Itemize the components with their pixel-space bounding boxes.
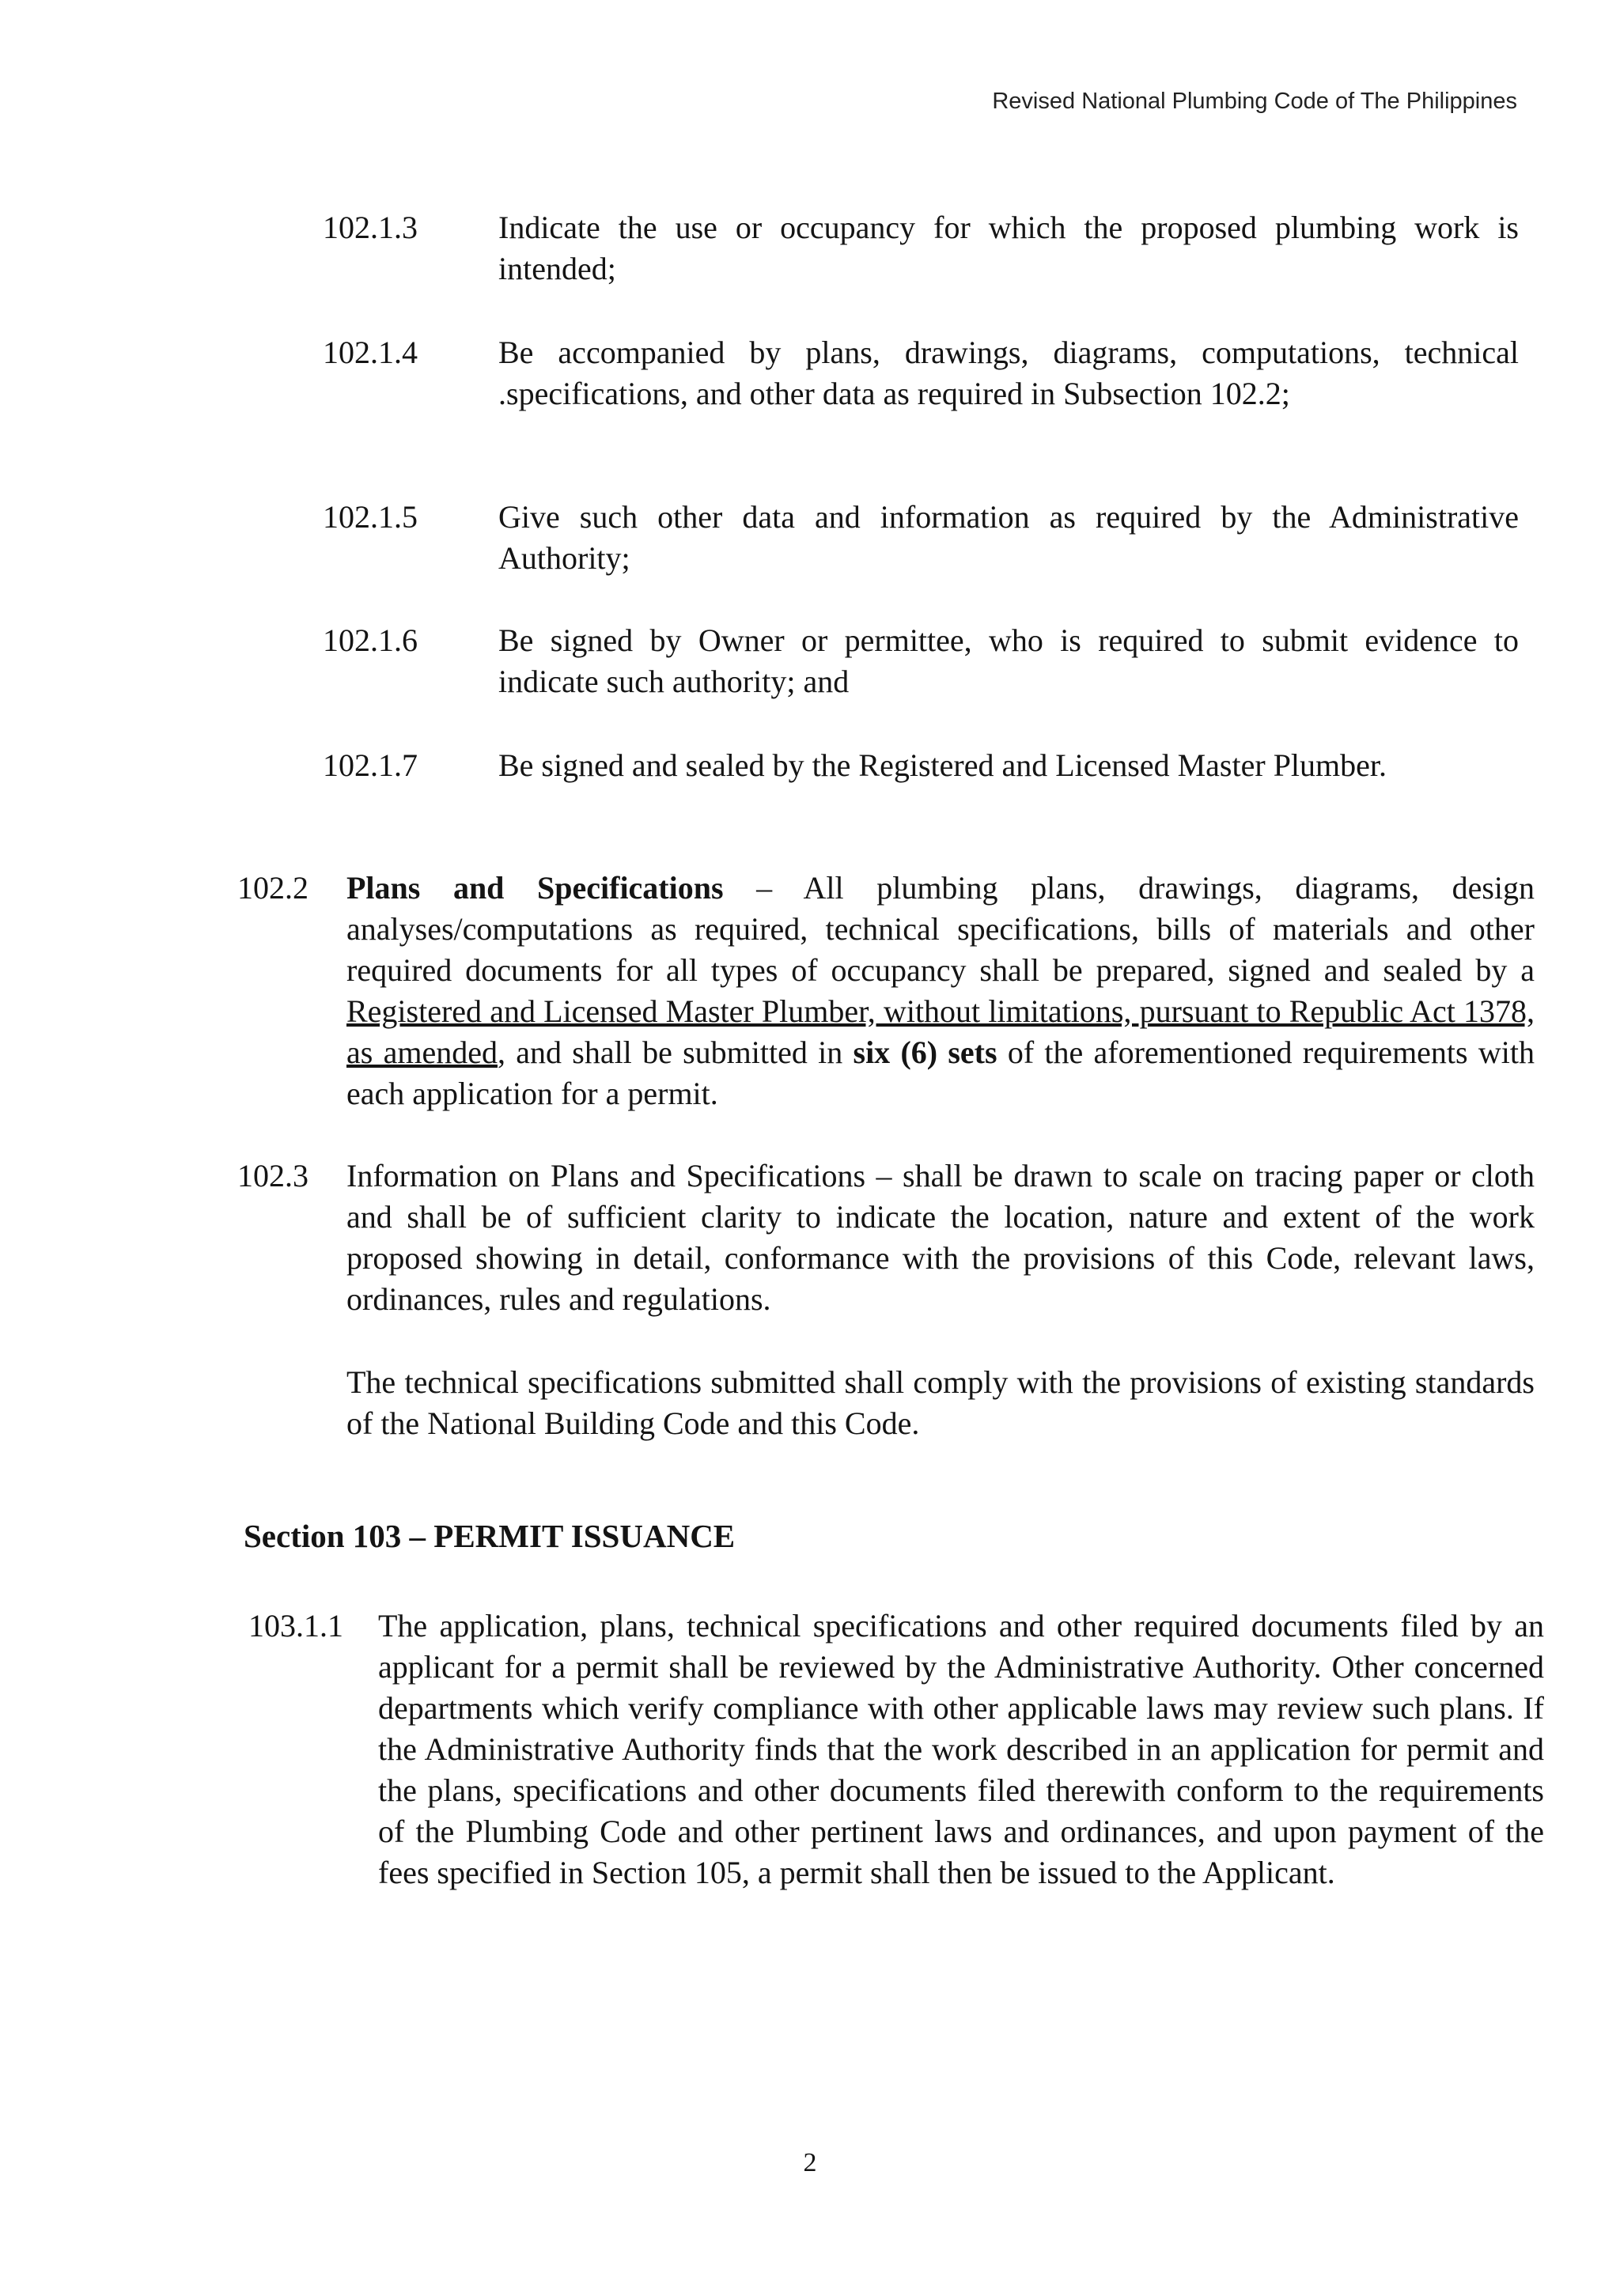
item-text: Indicate the use or occupancy for which the proposed plumbing work is intended; bbox=[498, 210, 1519, 286]
text-run: – All plumbing plans, drawings, diagrams, design analyses/computations as required, technical specifications, bills of materials and other required documents for all types of occupancy shall be prepared, signed and sealed by a bbox=[346, 870, 1535, 988]
item-text: Be signed and sealed by the Registered and Licensed Master Plumber. bbox=[498, 747, 1387, 783]
sub-item-102-1-7 bbox=[323, 745, 1525, 789]
item-number: 102.3 bbox=[237, 1158, 308, 1193]
sub-item-102-1-6 bbox=[323, 620, 1525, 707]
item-text: Information on Plans and Specifications – shall be drawn to scale on tracing paper or cloth and shall be of sufficient clarity to indicate the location, nature and extent of the work proposed showing in detail, conformance with the provisions of this Code, relevant laws, ordinances, rules and regulations. bbox=[346, 1158, 1535, 1317]
item-text: Give such other data and information as required by the Administrative Authority; bbox=[498, 499, 1519, 576]
section-102-2 bbox=[237, 868, 1535, 1121]
sub-item-102-1-5 bbox=[323, 497, 1525, 584]
sub-item-102-1-3 bbox=[323, 207, 1525, 294]
text-run: , and shall be submitted in bbox=[497, 1035, 854, 1070]
subsection-heading: Plans and Specifications bbox=[346, 870, 724, 906]
sub-item-102-1-4 bbox=[323, 332, 1525, 459]
bold-text: six (6) sets bbox=[853, 1035, 997, 1070]
text-run: of the aforementioned requirements with each application for a permit. bbox=[346, 1035, 1535, 1111]
section-102-3 bbox=[237, 1156, 1535, 1330]
item-number: 103.1.1 bbox=[248, 1608, 343, 1644]
item-number: 102.1.5 bbox=[323, 499, 418, 535]
item-text bbox=[346, 868, 1535, 1114]
section-heading-103: Section 103 – PERMIT ISSUANCE bbox=[244, 1518, 736, 1554]
sub-item-103-1-1 bbox=[248, 1606, 1546, 1946]
item-number: 102.1.4 bbox=[323, 335, 418, 370]
item-number: 102.1.3 bbox=[323, 210, 418, 245]
page-number: 2 bbox=[803, 2148, 817, 2177]
section-102-3-follow-up: The technical specifications submitted shall comply with the provisions of existing standards of the National Building Code and this Code. bbox=[346, 1364, 1535, 1441]
item-number: 102.1.6 bbox=[323, 622, 418, 658]
item-text: Be accompanied by plans, drawings, diagrams, computations, technical .specifications, and other data as required in Subsection 102.2; bbox=[498, 335, 1519, 411]
item-text: The application, plans, technical specifications and other required documents filed by an applicant for a permit shall be reviewed by the Administrative Authority. Other concerned departments which verify compliance with other applicable laws may review such plans. If the Administrative Authority finds that the work described in an application for permit and the plans, specifications and other documents filed therewith conform to the requirements of the Plumbing Code and other pertinent laws and ordinances, and upon payment of the fees specified in Section 105, a permit shall then be issued to the Applicant. bbox=[378, 1608, 1544, 1890]
running-header: Revised National Plumbing Code of The Philippines bbox=[992, 89, 1517, 114]
underlined-text: Registered and Licensed Master Plumber, without limitations, pursuant to Republic Act 1378, as amended bbox=[346, 993, 1535, 1070]
item-text: Be signed by Owner or permittee, who is required to submit evidence to indicate such authority; and bbox=[498, 622, 1519, 699]
item-number: 102.1.7 bbox=[323, 747, 418, 783]
item-number: 102.2 bbox=[237, 870, 308, 906]
